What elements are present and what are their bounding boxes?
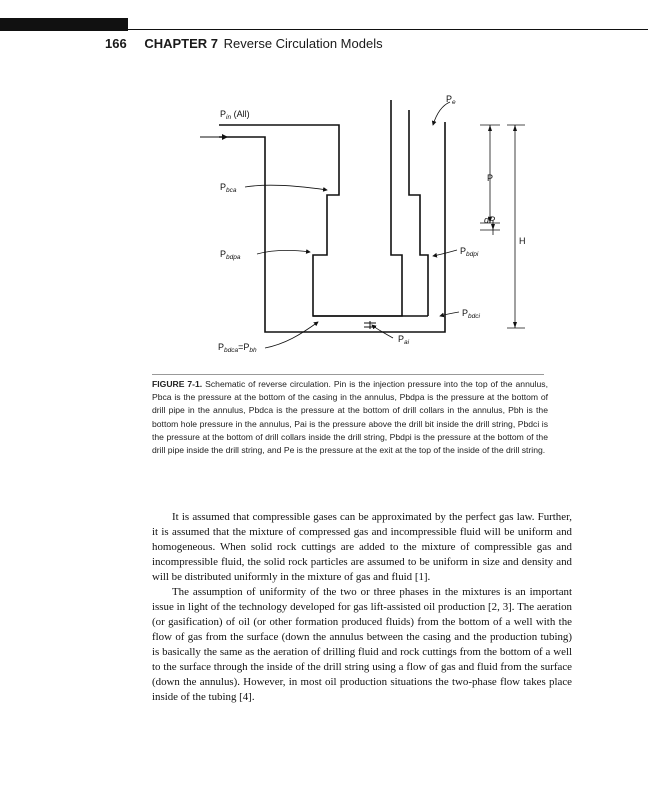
label-pe: $P_e$: [446, 94, 456, 106]
top-bar: [0, 18, 128, 31]
caption-text: Schematic of reverse circulation. Pin is the injection pressure into the top of the annulus, Pbca is the pressure at the bottom of the casing in the annulus, Pbdpa is the pressure at the bottom of drill pipe in the annulus, Pbdca is the pressure at the bottom of drill collars in the annulus, Pbh is the bottom hole pressure in the annulus, Pai is the pressure above the drill bit inside the drill string, Pbdci is the pressure at the bottom of drill collars inside the drill string, Pbdpi is the pressure at the bottom of the drill pipe inside the drill string, and Pe is the pressure at the exit at the top of the inside of the drill string.: [152, 379, 548, 456]
drill-string-outer-wall: [313, 100, 402, 316]
body-text: [152, 510, 572, 705]
caption-label: FIGURE 7-1.: [152, 379, 203, 389]
label-p: P: [487, 173, 494, 183]
leader-pbdca: [265, 322, 318, 348]
leader-pbca: [245, 185, 327, 190]
paragraph-1: It is assumed that compressible gases can be approximated by the perfect gas law. Further, it is assumed that the mixture of compressed gas and incompressible fluid will be uniform and homogeneous. When solid rock cuttings are added to the mixture of compressible gas and incompressible fluid, the solid rock particles are assumed to be uniform in size and density and will be distributed uniformly in the mixture of gas and fluid [1].: [152, 511, 572, 583]
chapter-label: CHAPTER 7: [144, 36, 219, 51]
label-dp: dP: [484, 215, 496, 225]
label-pai: $P_{ai}$: [398, 334, 410, 346]
leader-pe: [433, 102, 450, 125]
chapter-title: Reverse Circulation Models: [223, 36, 383, 51]
caption-rule: [152, 374, 544, 375]
label-h: H: [519, 236, 526, 246]
label-pbdpa: $P_{bdpa}$: [220, 249, 241, 261]
header-rule: [128, 29, 648, 30]
label-pbdpi: $P_{bdpi}$: [460, 246, 479, 258]
annulus-outer-wall-lower: [219, 122, 445, 332]
label-pbdci: $P_{bdci}$: [462, 308, 480, 320]
paragraph-2: The assumption of uniformity of the two or three phases in the mixtures is an important issue in light of the technology developed for gas lift-assisted oil production [2, 3]. The aeration (or gasification) of oil (or other formation produced fluids) from the bottom of a well with the flow of gas from the surface (down the annulus between the casing and the production tubing) is basically the same as the aeration of drilling fluid and rock cuttings from the bottom of a well to the surface through the inside of the drill string using a flow of gas and fluid from the surface (down the annulus). However, in most oil production situations the two-phase flow takes place inside of the tubing [4].: [152, 586, 572, 703]
page-number: 166: [105, 36, 127, 51]
label-pin: $P_{in}$ (All): [220, 109, 250, 121]
annulus-outer-wall: [219, 125, 339, 145]
label-pbdca: $P_{bdca}=P_{bh}$: [218, 342, 257, 354]
drill-string-inner-wall: [409, 110, 428, 316]
label-pbca: $P_{bca}$: [220, 182, 237, 194]
figure-caption: [152, 378, 548, 457]
leader-pbdci: [440, 312, 459, 316]
figure-reverse-circulation: [0, 80, 648, 370]
running-header: [105, 36, 383, 51]
